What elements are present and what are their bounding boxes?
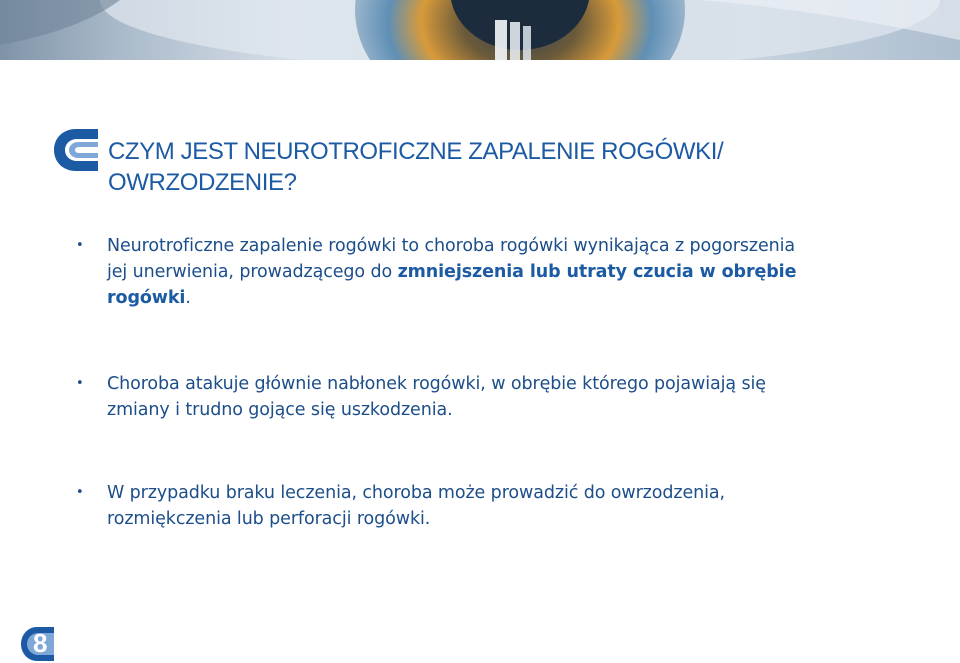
- list-item-text-end: .: [185, 288, 191, 308]
- list-item-text: W przypadku braku leczenia, choroba może prowadzić do owrzodzenia, rozmiękczenia lub perforacji rogówki.: [107, 483, 725, 529]
- list-item-text: [107, 233, 816, 311]
- bullet-icon: •: [76, 485, 84, 500]
- list-item-text: Choroba atakuje głównie nabłonek rogówki, w obrębie którego pojawiają się zmiany i trudno gojące się uszkodzenia.: [107, 374, 766, 420]
- page-title-line2: OWRZODZENIE?: [108, 169, 297, 196]
- list-item: [76, 480, 816, 532]
- list-item: [76, 371, 816, 423]
- page-title: [108, 136, 808, 198]
- list-item-text-bold: zmniejszenia lub utraty czucia w obrębie rogówki: [107, 262, 797, 308]
- bullet-icon: •: [76, 238, 84, 253]
- page-number: 8: [33, 628, 48, 658]
- c-logo-icon: [52, 126, 102, 174]
- bullet-icon: •: [76, 376, 84, 391]
- eye-photo-image: [0, 0, 960, 60]
- page-title-line1: CZYM JEST NEUROTROFICZNE ZAPALENIE ROGÓWKI/: [108, 138, 724, 165]
- list-item: [76, 233, 816, 311]
- eye-photo-banner: [0, 0, 960, 60]
- list-item-text-start: Neurotroficzne zapalenie rogówki to choroba rogówki wynikająca z pogorszenia jej unerwienia, prowadzącego do: [107, 236, 796, 282]
